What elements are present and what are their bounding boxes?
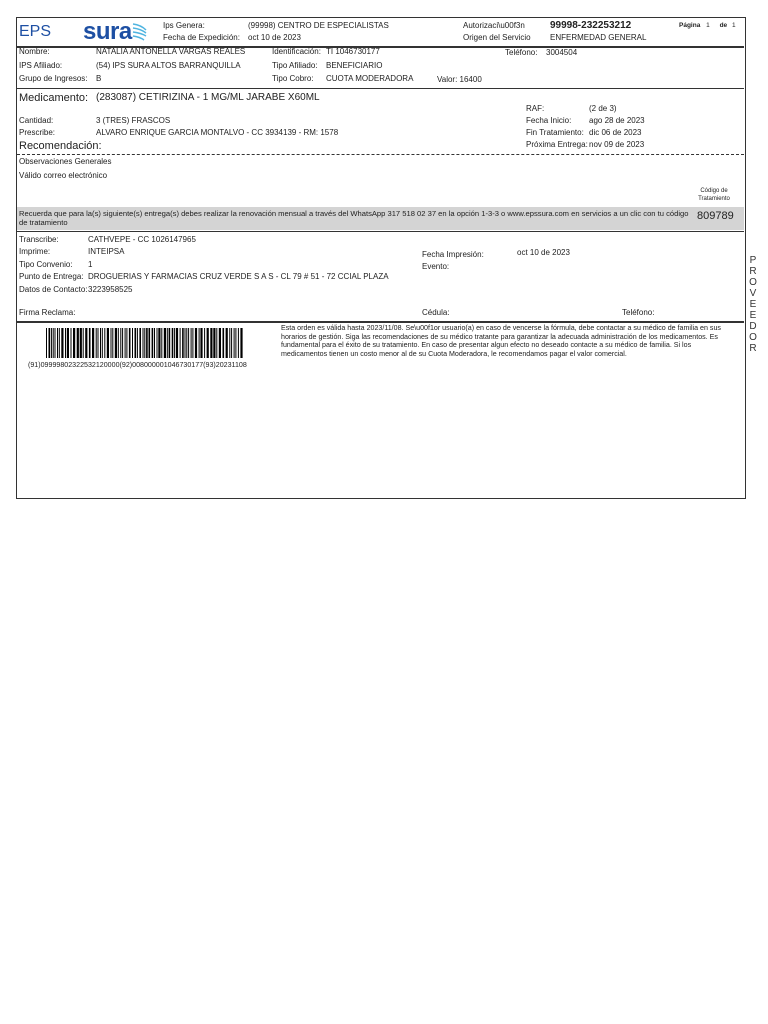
barcode-bar [83, 328, 84, 358]
barcode-bar [149, 328, 151, 358]
raf-value: (2 de 3) [589, 104, 617, 113]
barcode-bar [182, 328, 184, 358]
barcode [46, 328, 244, 358]
autorizacion-value: 99998-232253212 [550, 20, 632, 31]
barcode-bar [191, 328, 192, 358]
raf-label: RAF: [526, 104, 545, 113]
codigo-tratamiento-value: 809789 [697, 210, 734, 222]
barcode-bar [137, 328, 138, 358]
barcode-bar [240, 328, 242, 358]
pagina-num: 1 [706, 22, 710, 29]
barcode-bar [98, 328, 99, 358]
prescribe-value: ALVARO ENRIQUE GARCIA MONTALVO - CC 3934139 - RM: 1578 [96, 128, 339, 137]
barcode-bar [213, 328, 215, 358]
barcode-bar [55, 328, 56, 358]
observaciones-title: Observaciones Generales [19, 157, 112, 166]
ips-genera-label: Ips Genera: [163, 21, 205, 30]
barcode-bar [73, 328, 75, 358]
barcode-bar [174, 328, 175, 358]
nombre-label: Nombre: [19, 47, 50, 56]
barcode-bar [231, 328, 232, 358]
barcode-bar [92, 328, 94, 358]
barcode-bar [122, 328, 123, 358]
pagina-total: 1 [731, 22, 736, 29]
telefono-label: Teléfono: [505, 48, 538, 57]
proxima-entrega-value: nov 09 de 2023 [589, 140, 645, 149]
barcode-bar [49, 328, 51, 358]
barcode-bar [96, 328, 97, 358]
barcode-bar [238, 328, 239, 358]
barcode-bar [129, 328, 131, 358]
datos-contacto-value: 3223958525 [88, 285, 133, 294]
barcode-bar [234, 328, 235, 358]
renewal-notice-text: Recuerda que para la(s) siguiente(s) entrega(s) debes realizar la renovación mensual a través del WhatsApp 317 518 02 37 en la opción 1-3-3 o www.epssura.com en servicios a un clic con tu código de tratamiento [19, 209, 689, 227]
barcode-bar [172, 328, 174, 358]
barcode-bar [200, 328, 202, 358]
fin-tratamiento-label: Fin Tratamiento: [526, 128, 584, 137]
side-label-letter: O [749, 332, 757, 343]
grupo-ingresos-label: Grupo de Ingresos: [19, 74, 88, 83]
barcode-bar [199, 328, 200, 358]
firma-reclama-label: Firma Reclama: [19, 308, 76, 317]
recomendacion-label: Recomendación: [19, 140, 102, 152]
nombre-value: NATALIA ANTONELLA VARGAS REALES [96, 47, 246, 56]
barcode-bar [219, 328, 221, 358]
grupo-ingresos-value: B [96, 74, 102, 83]
barcode-text: (91)09999802322532120000(92)008000001046730177(93)20231108 [28, 361, 247, 369]
barcode-bar [59, 328, 60, 358]
barcode-bar [126, 328, 127, 358]
barcode-bar [195, 328, 197, 358]
eps-label: EPS [19, 23, 52, 40]
fecha-inicio-label: Fecha Inicio: [526, 116, 572, 125]
tipo-convenio-value: 1 [88, 260, 93, 269]
imprime-label: Imprime: [19, 247, 51, 256]
barcode-bar [77, 328, 79, 358]
firma-telefono-label: Teléfono: [622, 308, 655, 317]
barcode-bar [176, 328, 178, 358]
side-label-letter: V [749, 288, 757, 299]
punto-entrega-value: DROGUERIAS Y FARMACIAS CRUZ VERDE S A S - CL 79 # 51 - 72 CCIAL PLAZA [88, 272, 389, 281]
barcode-bar [139, 328, 141, 358]
barcode-bar [169, 328, 171, 358]
notice-divider [17, 231, 744, 232]
tipo-afiliado-value: BENEFICIARIO [326, 61, 383, 70]
valor-text: Valor: 16400 [437, 75, 482, 84]
barcode-bar [186, 328, 187, 358]
barcode-bar [180, 328, 181, 358]
barcode-bar [115, 328, 117, 358]
barcode-bar [143, 328, 144, 358]
fecha-impresion-value: oct 10 de 2023 [517, 248, 570, 257]
barcode-bar [61, 328, 63, 358]
identificacion-label: Identificación: [272, 47, 321, 56]
side-label-letter: E [749, 310, 757, 321]
proveedor-side-label [746, 255, 760, 354]
punto-entrega-label: Punto de Entrega: [19, 272, 84, 281]
barcode-bar [223, 328, 225, 358]
document-frame [16, 17, 746, 499]
identificacion-value: TI 1046730177 [326, 47, 380, 56]
tipo-cobro-label: Tipo Cobro: [272, 74, 314, 83]
barcode-bar [102, 328, 103, 358]
tipo-afiliado-label: Tipo Afiliado: [272, 61, 318, 70]
barcode-bar [71, 328, 72, 358]
tipo-cobro-value: CUOTA MODERADORA [326, 74, 414, 83]
barcode-bar [111, 328, 112, 358]
side-label-letter: O [749, 277, 757, 288]
barcode-bar [144, 328, 145, 358]
barcode-bar [67, 328, 69, 358]
barcode-bar [135, 328, 137, 358]
barcode-bar [46, 328, 47, 358]
barcode-bar [210, 328, 212, 358]
fecha-impresion-label: Fecha Impresión: [422, 250, 484, 259]
validity-text: Esta orden es válida hasta 2023/11/08. Se\u00f1or usuario(a) en caso de vencerse la fórmula, debe contactar a su médico de familia en sus horarios de gestión. Siga las recomendaciones de su médico tratante para garantizar la adecuada administración de los medicamentos. Es fundamental para el éxito de su tratamiento. En caso de presentar algun efecto no deseado contacte a su médico de familia. Si los medicamentos tienen un costo menor al de su Cuota Moderadora, le recomendamos pagar el valor comercial. [281, 324, 721, 358]
barcode-bar [65, 328, 66, 358]
barcode-bar [104, 328, 105, 358]
prescribe-label: Prescribe: [19, 128, 56, 137]
barcode-bar [132, 328, 133, 358]
barcode-bar [146, 328, 148, 358]
codigo-tratamiento-label [690, 187, 738, 203]
pagina-label: Página [679, 22, 701, 29]
medication-dashed-divider [17, 154, 744, 155]
barcode-bar [185, 328, 186, 358]
side-label-letter: D [749, 321, 757, 332]
barcode-bar [204, 328, 205, 358]
side-label-letter: P [749, 255, 757, 266]
barcode-bar [107, 328, 109, 358]
sura-logo-text: sura [83, 18, 132, 45]
datos-contacto-label: Datos de Contacto: [19, 285, 88, 294]
barcode-bar [89, 328, 91, 358]
transcribe-label: Transcribe: [19, 235, 59, 244]
barcode-bar [118, 328, 119, 358]
tipo-convenio-label: Tipo Convenio: [19, 260, 73, 269]
side-label-letter: E [749, 299, 757, 310]
barcode-bar [158, 328, 160, 358]
barcode-bar [229, 328, 230, 358]
fin-tratamiento-value: dic 06 de 2023 [589, 128, 642, 137]
autorizacion-label: Autorizaci\u00f3n [463, 21, 525, 30]
patient-divider [17, 88, 744, 89]
cedula-label: Cédula: [422, 308, 450, 317]
telefono-value: 3004504 [546, 48, 578, 57]
pagina-indicator [679, 22, 736, 29]
barcode-bar [80, 328, 82, 358]
barcode-bar [226, 328, 228, 358]
ips-genera-value: (99998) CENTRO DE ESPECIALISTAS [248, 21, 389, 30]
fecha-expedicion-value: oct 10 de 2023 [248, 33, 301, 42]
barcode-bar [192, 328, 193, 358]
side-label-letter: R [749, 266, 757, 277]
barcode-bar [161, 328, 162, 358]
barcode-bar [100, 328, 101, 358]
codigo-label-line2: Tratamiento [698, 196, 730, 202]
barcode-bar [120, 328, 121, 358]
ips-afiliado-value: (54) IPS SURA ALTOS BARRANQUILLA [96, 61, 241, 70]
barcode-bar [167, 328, 168, 358]
cantidad-label: Cantidad: [19, 116, 54, 125]
barcode-bar [112, 328, 113, 358]
codigo-label-line1: Código de [700, 188, 728, 194]
de-label: de [719, 22, 728, 29]
cantidad-value: 3 (TRES) FRASCOS [96, 116, 171, 125]
origen-servicio-value: ENFERMEDAD GENERAL [550, 33, 647, 42]
barcode-bar [207, 328, 209, 358]
fecha-inicio-value: ago 28 de 2023 [589, 116, 645, 125]
proxima-entrega-label: Próxima Entrega: [526, 140, 588, 149]
barcode-bar [125, 328, 126, 358]
barcode-bar [51, 328, 52, 358]
evento-label: Evento: [422, 262, 450, 271]
barcode-bar [154, 328, 155, 358]
observaciones-text: Válido correo electrónico [19, 171, 108, 180]
barcode-bar [235, 328, 236, 358]
origen-servicio-label: Origen del Servicio [463, 33, 531, 42]
barcode-bar [57, 328, 58, 358]
medicamento-label: Medicamento: [19, 92, 89, 104]
barcode-bar [53, 328, 54, 358]
barcode-bar [152, 328, 154, 358]
barcode-bar [157, 328, 158, 358]
sura-logo [83, 18, 132, 46]
fecha-expedicion-label: Fecha de Expedición: [163, 33, 240, 42]
signature-divider [17, 321, 744, 323]
barcode-bar [188, 328, 189, 358]
barcode-bar [216, 328, 217, 358]
ips-afiliado-label: IPS Afiliado: [19, 61, 63, 70]
side-label-letter: R [749, 343, 757, 354]
transcribe-value: CATHVEPE - CC 1026147965 [88, 235, 196, 244]
medicamento-value: (283087) CETIRIZINA - 1 MG/ML JARABE X60ML [96, 92, 320, 103]
sura-logo-mark-icon [132, 20, 148, 44]
barcode-bar [85, 328, 87, 358]
imprime-value: INTEIPSA [88, 247, 125, 256]
barcode-bar [164, 328, 166, 358]
